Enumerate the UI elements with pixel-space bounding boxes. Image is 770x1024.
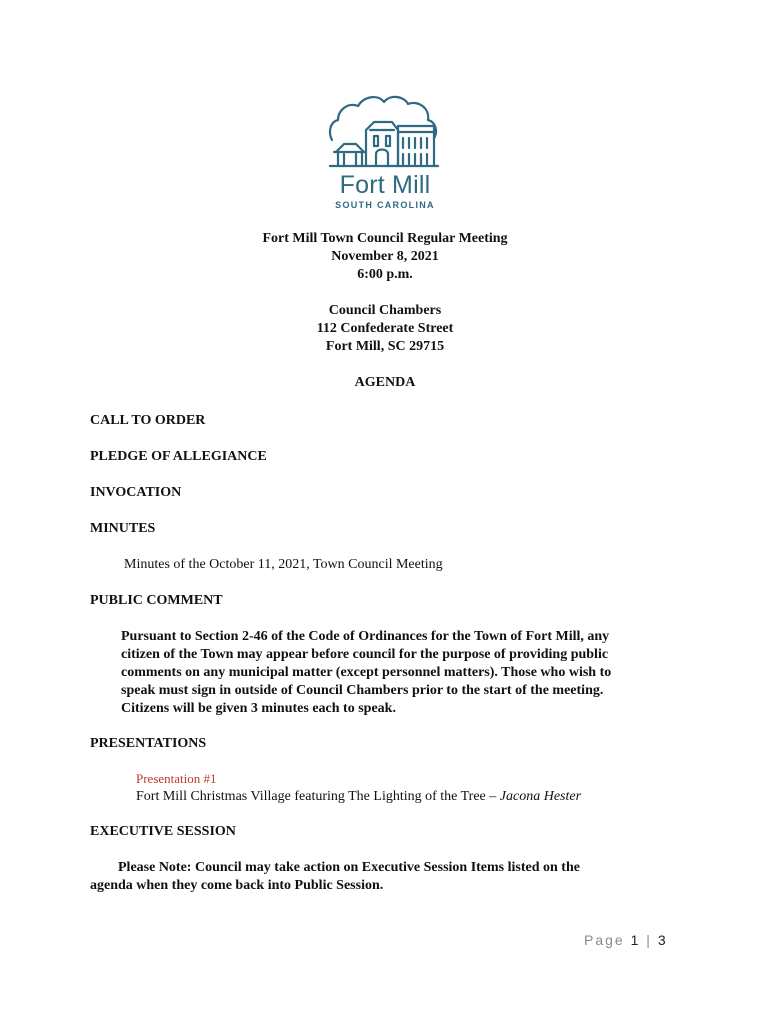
pledge-heading: PLEDGE OF ALLEGIANCE [90,449,267,464]
town-logo [326,92,444,214]
page-total: 3 [657,932,668,948]
presentation-item [136,788,581,806]
logo-state-name: SOUTH CAROLINA [335,200,435,210]
location-room: Council Chambers [328,303,442,318]
presentation-presenter: Jacona Hester [499,789,582,804]
meeting-date: November 8, 2021 [331,249,439,264]
public-comment-line: Pursuant to Section 2-46 of the Code of Ordinances for the Town of Fort Mill, any [121,629,610,644]
public-comment-line: comments on any municipal matter (except personnel matters). Those who wish to [121,665,612,680]
note-line: agenda when they come back into Public Session. [90,878,384,893]
agenda-title: AGENDA [354,375,416,390]
call-to-order-heading: CALL TO ORDER [90,413,206,428]
presentations-heading: PRESENTATIONS [90,736,207,751]
note-line: Please Note: Council may take action on Executive Session Items listed on the [118,860,580,875]
logo-town-name: Fort Mill [339,171,431,199]
public-comment-paragraph [121,628,611,718]
public-comment-line: Citizens will be given 3 minutes each to speak. [121,701,396,716]
page-number-footer [584,932,668,948]
public-comment-line: citizen of the Town may appear before council for the purpose of providing public [121,647,609,662]
executive-session-heading: EXECUTIVE SESSION [90,824,236,839]
page-number: 1 [630,932,641,948]
meeting-time: 6:00 p.m. [357,267,413,282]
public-comment-line: speak must sign in outside of Council Chambers prior to the start of the meeting. [121,683,604,698]
town-hall-illustration-icon [326,92,444,172]
presentation-label: Presentation #1 [136,771,217,786]
invocation-heading: INVOCATION [90,485,182,500]
meeting-title: Fort Mill Town Council Regular Meeting [262,231,508,246]
executive-session-note [90,859,580,895]
page-word: Page [584,932,625,948]
minutes-item: Minutes of the October 11, 2021, Town Council Meeting [124,557,443,572]
public-comment-heading: PUBLIC COMMENT [90,593,223,608]
location-city: Fort Mill, SC 29715 [325,339,445,354]
meeting-location [0,302,770,356]
minutes-heading: MINUTES [90,521,156,536]
presentation-title: Fort Mill Christmas Village featuring The Lighting of the Tree – [136,789,497,804]
location-street: 112 Confederate Street [316,321,454,336]
page-separator: | [646,932,652,948]
meeting-header [0,230,770,284]
